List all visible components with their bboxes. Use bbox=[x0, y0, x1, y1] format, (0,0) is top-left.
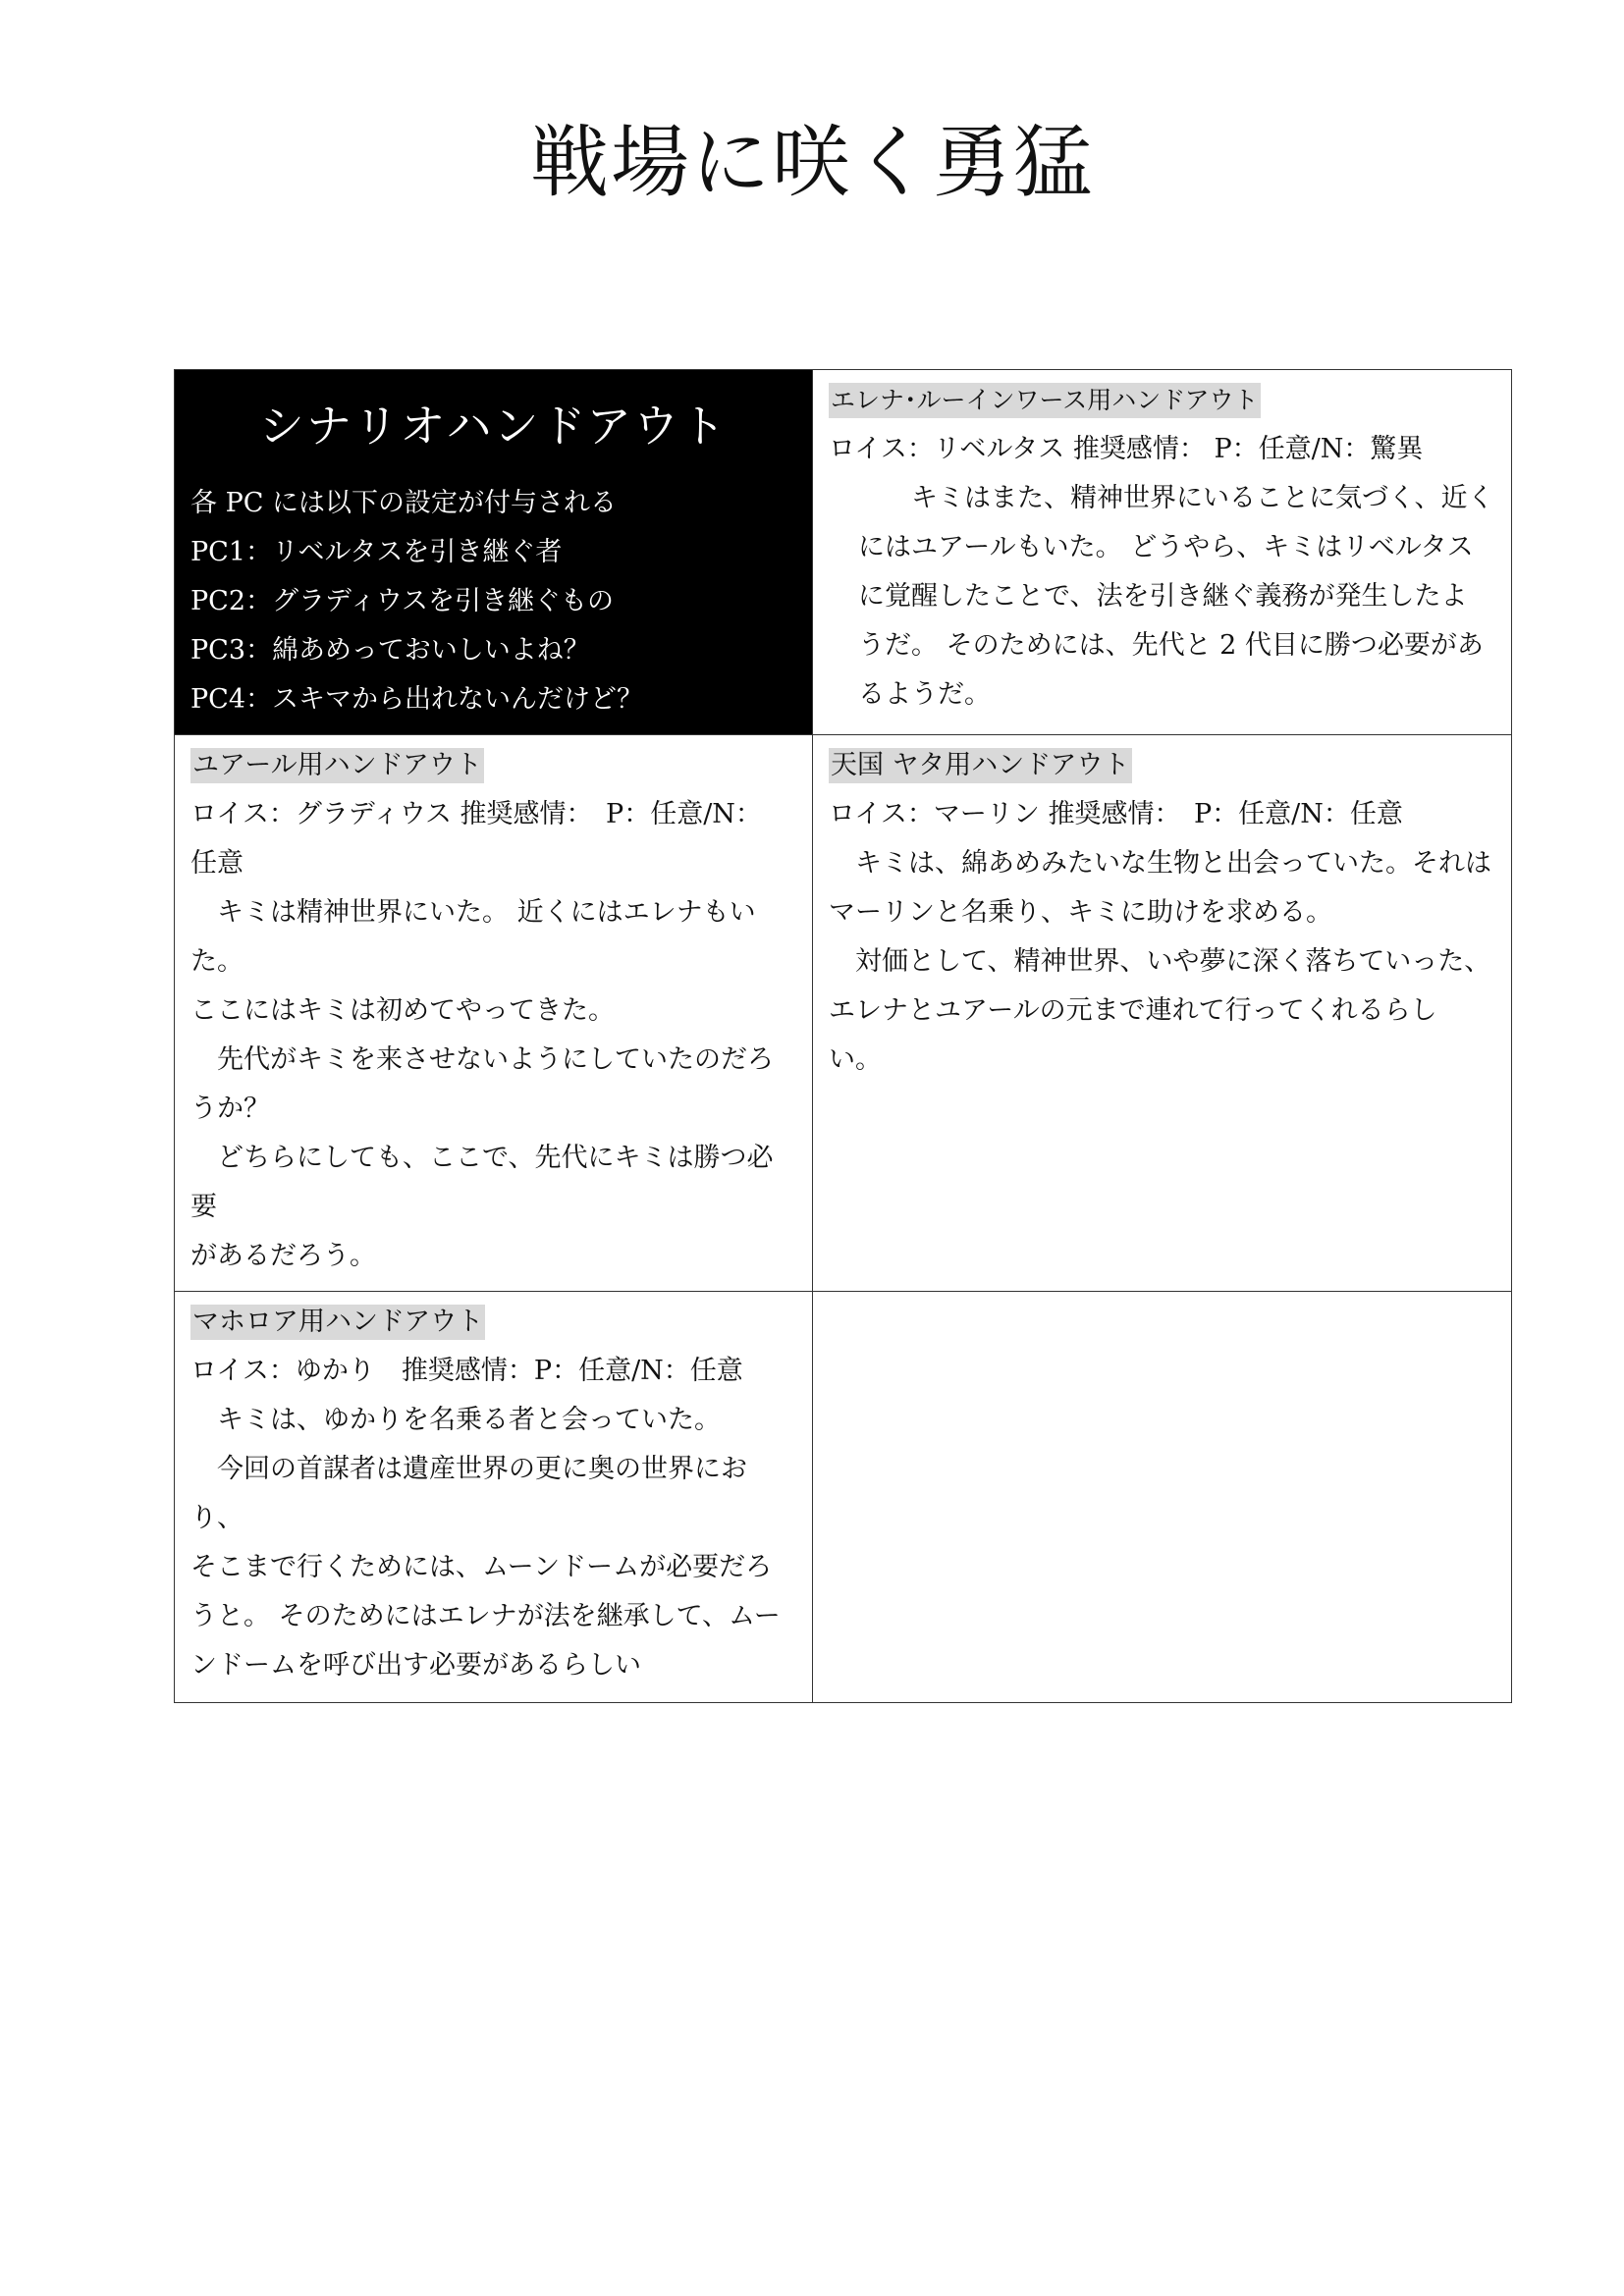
mahoroa-handout-header-row bbox=[190, 1298, 796, 1347]
elena-text-line: うだ。 そのためには、先代と 2 代目に勝つ必要があ bbox=[858, 630, 1484, 661]
yata-text-line: マーリンと名乗り、キミに助けを求める。 bbox=[829, 897, 1332, 929]
yuaru-text-line: 任意 bbox=[190, 848, 244, 880]
yuaru-text-line: 先代がキミを来させないようにしていたのだろ bbox=[217, 1044, 774, 1076]
document-title: 戦場に咲く勇猛 bbox=[530, 117, 1094, 208]
yata-handout-header: 天国 ヤタ用ハンドアウト bbox=[829, 748, 1132, 783]
scenario-line-pc4: PC4：スキマから出れないんだけど？ bbox=[190, 684, 644, 716]
scenario-line-pc1: PC1：リベルタスを引き継ぐ者 bbox=[190, 537, 563, 568]
mahoroa-lois-line: ロイス：ゆかり 推奨感情：P：任意/N：任意 bbox=[190, 1356, 743, 1387]
yata-lois-line: ロイス：マーリン 推奨感情： P：任意/N：任意 bbox=[829, 799, 1403, 830]
yata-text-line: い。 bbox=[829, 1044, 882, 1076]
scenario-handout-heading: シナリオハンドアウト bbox=[258, 400, 729, 453]
yata-text-line: 対価として、精神世界、いや夢に深く落ちていった、 bbox=[855, 946, 1491, 978]
yuaru-text-line: うか？ bbox=[190, 1094, 270, 1125]
yuaru-text-line: キミは精神世界にいた。 近くにはエレナもいた。 bbox=[190, 897, 756, 978]
mahoroa-handout-header: マホロア用ハンドアウト bbox=[190, 1305, 485, 1340]
scenario-line: 各 PC には以下の設定が付与される bbox=[190, 488, 617, 519]
yuaru-lois-line: ロイス：グラディウス 推奨感情： P：任意/N： bbox=[190, 799, 762, 830]
yuaru-handout-header: ユアール用ハンドアウト bbox=[190, 748, 484, 783]
yuaru-text-line: ここにはキミは初めてやってきた。 bbox=[190, 995, 615, 1027]
yata-handout-header-row bbox=[829, 741, 1495, 790]
mahoroa-handout-cell bbox=[175, 1292, 813, 1703]
elena-handout-cell bbox=[813, 370, 1512, 735]
elena-lois-line: ロイス：リベルタス 推奨感情： P：任意/N：驚異 bbox=[829, 434, 1424, 464]
mahoroa-text-line: うと。 そのためにはエレナが法を継承して、ムー bbox=[190, 1601, 781, 1632]
mahoroa-text-line: キミは、ゆかりを名乗る者と会っていた。 bbox=[217, 1405, 721, 1436]
yuaru-text-line: どちらにしても、ここで、先代にキミは勝つ必要 bbox=[190, 1143, 774, 1223]
elena-text-line: キミはまた、精神世界にいることに気づく、近く bbox=[911, 483, 1494, 513]
mahoroa-text-line: ンドームを呼び出す必要があるらしい bbox=[190, 1650, 641, 1682]
yuaru-handout-cell bbox=[175, 735, 813, 1292]
yuaru-handout-header-row bbox=[190, 741, 796, 790]
elena-text-line: に覚醒したことで、法を引き継ぐ義務が発生したよ bbox=[858, 581, 1468, 612]
scenario-line-pc3: PC3：綿あめっておいしいよね？ bbox=[190, 635, 590, 667]
yata-handout-cell bbox=[813, 735, 1512, 1292]
mahoroa-text-line: そこまで行くためには、ムーンドームが必要だろ bbox=[190, 1552, 773, 1583]
empty-cell bbox=[813, 1292, 1512, 1703]
elena-handout-header: エレナ･ルーインワース用ハンドアウト bbox=[829, 383, 1261, 418]
elena-text-line: るようだ。 bbox=[858, 679, 991, 710]
yata-text-line: エレナとユアールの元まで連れて行ってくれるらし bbox=[829, 995, 1437, 1027]
scenario-line-pc2: PC2：グラディウスを引き継ぐもの bbox=[190, 586, 615, 617]
yuaru-text-line: があるだろう。 bbox=[190, 1241, 376, 1272]
scenario-handout-cell bbox=[175, 370, 813, 735]
mahoroa-text-line: 今回の首謀者は遺産世界の更に奥の世界におり、 bbox=[190, 1454, 747, 1534]
elena-handout-header-row bbox=[829, 376, 1495, 425]
elena-text-line: にはユアールもいた。 どうやら、キミはリベルタス bbox=[858, 532, 1474, 562]
handout-table bbox=[174, 369, 1512, 1703]
yata-text-line: キミは、綿あめみたいな生物と出会っていた。それは bbox=[855, 848, 1491, 880]
